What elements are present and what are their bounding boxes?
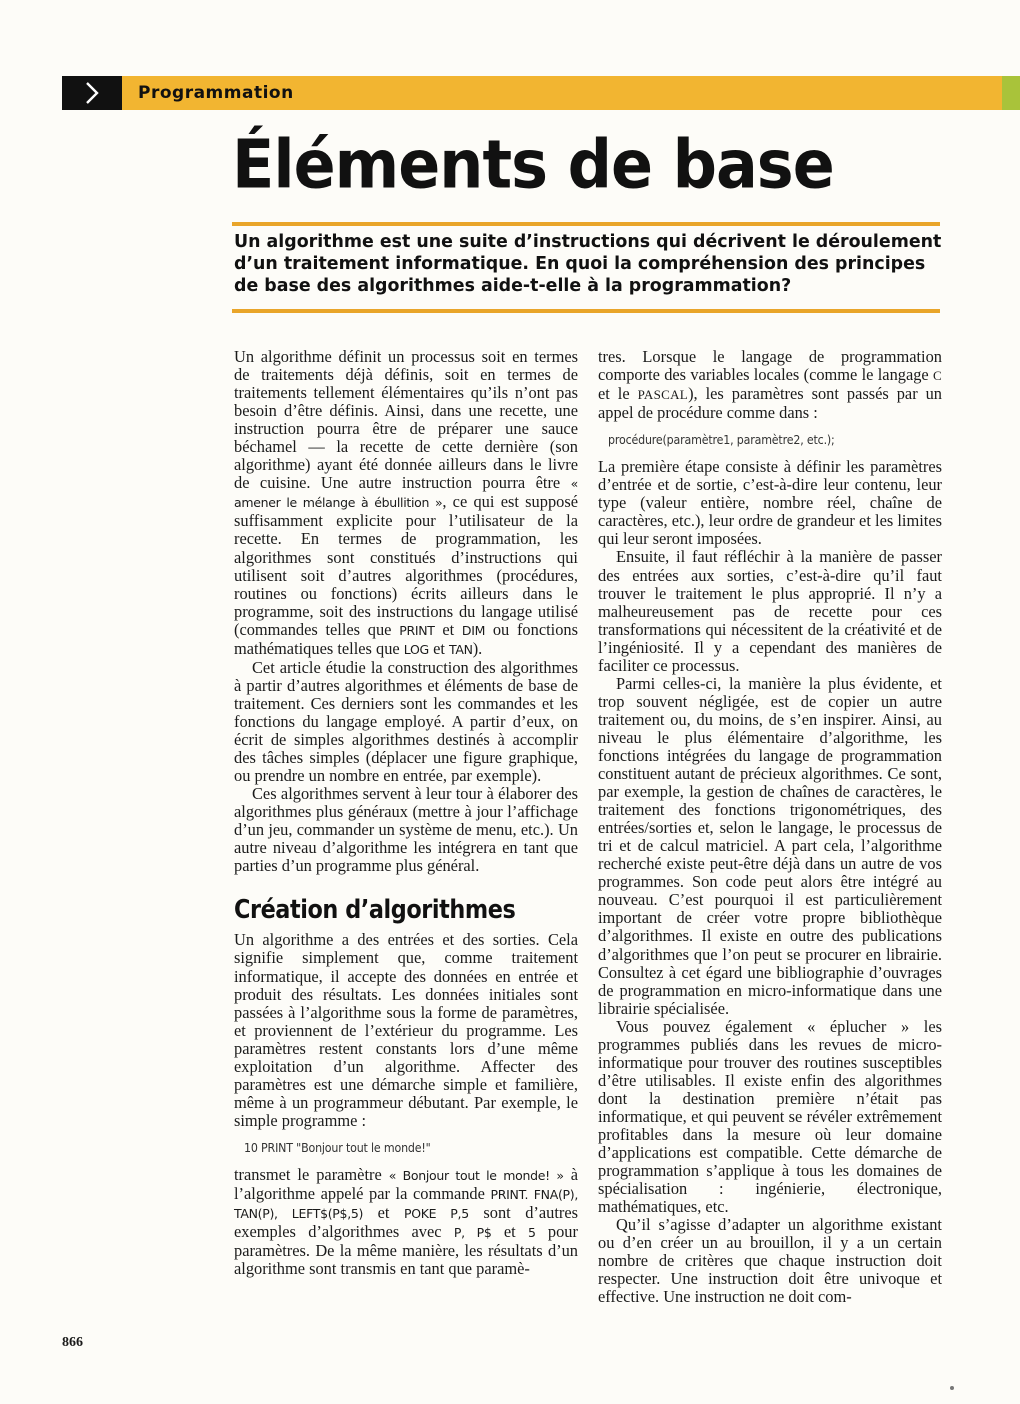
title-rule-bottom	[232, 309, 940, 313]
section-label: Programmation	[138, 83, 294, 103]
article-title: Éléments de base	[232, 124, 834, 204]
paragraph: Cet article étudie la construction des algorithmes à partir d’autres algorithmes et éléments de base de traitement. Ces derniers sont les commandes et les fonctions du langage employé. A partir d’eux, on écrit de simples algorithmes destinés à accomplir des tâches simples (déplacer une figure graphique, ou prendre un nombre en entrée, par exemple).	[234, 657, 578, 786]
paragraph: La première étape consiste à définir les paramètres d’entrée et de sortie, c’est-à-dire leur contenu, leur type (valeur entière, nombre réel, chaîne de caractères, etc.), leur ordre de grandeur et les limites qui leur seront imposées.	[598, 457, 942, 549]
section-color-tab	[1002, 76, 1020, 110]
section-subheading: Création d’algorithmes	[234, 895, 516, 926]
paragraph: tres. Lorsque le langage de programmation comporte des variables locales (comme le langage C et le PASCAL), les paramètres sont passés par un appel de procédure comme dans :	[598, 347, 942, 423]
code-sample: procédure(paramètre1, paramètre2, etc.);	[608, 433, 835, 448]
page-mark	[950, 1386, 954, 1390]
page-number: 866	[62, 1335, 83, 1350]
code-sample: 10 PRINT "Bonjour tout le monde!"	[244, 1140, 431, 1155]
paragraph: Ces algorithmes servent à leur tour à élaborer des algorithmes plus généraux (mettre à jour l’affichage d’un jeu, commander un système de menu, etc.). Un autre niveau d’algorithme les intégrera en tant que parties d’un programme plus général.	[234, 784, 578, 876]
paragraph: Un algorithme a des entrées et des sorties. Cela signifie simplement que, comme traitement informatique, il accepte des données en entrée et produit des résultats. Les données initiales sont passées à l’algorithme sous la forme de paramètres, et proviennent de l’extérieur du programme. Les paramètres restent constants lors d’une même exploitation d’un algorithme. Affecter des paramètres est une démarche simple et familière, même à un programmeur débutant. Par exemple, le simple programme :	[234, 930, 578, 1130]
paragraph: Ensuite, il faut réfléchir à la manière de passer des entrées aux sorties, c’est-à-dire qu’il faut trouver le traitement le plus approprié. Il n’y a malheureusement pas de recette pour ces transformations qui nécessitent de la créativité et de l’ingéniosité. Il y a cependant des manières de faciliter ce processus.	[598, 547, 942, 675]
paragraph: Un algorithme définit un processus soit en termes de traitements déjà définis, soit en termes de traitements tellement élémentaires qu’ils n’ont pas besoin d’être définis. Ainsi, dans une recette, une instruction pourra être de préparer une sauce béchamel — la recette de cette dernière (son algorithme) ayant été donnée ailleurs dans le livre de cuisine. Une autre instruction pourra être « amener le mélange à ébullition », ce qui est supposé suffisamment explicite pour l’utilisateur de la recette. En termes de programmation, les algorithmes sont constitués d’instructions qui utilisent soit d’autres algorithmes (procédures, routines ou fonctions) écrits ailleurs dans le programme, soit des instructions du langage utilisé (commandes telles que PRINT et DIM ou fonctions mathématiques telles que LOG et TAN).	[234, 347, 578, 658]
paragraph: Qu’il s’agisse d’adapter un algorithme existant ou d’en créer un au brouillon, il y a un certain nombre de critères que chaque instruction doit respecter. Une instruction doit être univoque et effective. Une instruction ne doit com-	[598, 1215, 942, 1307]
left-column	[234, 348, 578, 1278]
paragraph: Vous pouvez également « éplucher » les programmes publiés dans les revues de micro-informatique pour trouver des routines susceptibles d’être utilisables. Il existe enfin des algorithmes dont la destination première n’était pas informatique, et qui peuvent se révéler extrêmement profitables dans la mesure où leur domaine d’applications est compatible. Cette démarche de programmation s’applique à tous les domaines de spécialisation : ingénierie, électronique, mathématiques, etc.	[598, 1016, 942, 1217]
right-column	[598, 348, 942, 1306]
paragraph: Parmi celles-ci, la manière la plus évidente, et trop souvent négligée, est de copier un autre traitement ou, du moins, de s’en inspirer. Ainsi, au niveau le plus élémentaire d’algorithme, les fonctions intégrées du langage de programmation constituent autant de précieux algorithmes. Ce sont, par exemple, la gestion de chaînes de caractères, le traitement des fonctions trigonométriques, des entrées/sorties et, selon le langage, le processus de tri et de calcul matriciel. A part cela, l’algorithme recherché existe peut-être déjà dans un autre de vos programmes. Son code peut alors être intégré au nouveau. C’est pourquoi il est particulièrement important de créer votre propre bibliothèque d’algorithmes. Il existe en outre des publications d’algorithmes que l’on peut se procurer en librairie. Consultez à cet égard une bibliographie d’ouvrages de programmation en micro-informatique dans une librairie spécialisée.	[598, 673, 942, 1018]
title-rule-top	[232, 222, 940, 226]
chevron-right-icon	[81, 80, 103, 106]
section-marker	[62, 76, 122, 110]
article-lead: Un algorithme est une suite d’instructions qui décrivent le déroulement d’un traitement informatique. En quoi la compréhension des principes de base des algorithmes aide-t-elle à la programmation?	[234, 232, 942, 296]
paragraph: transmet le paramètre « Bonjour tout le monde! » à l’algorithme appelé par la commande PRINT. FNA(P), TAN(P), LEFT$(P$,5) et POKE P,5 sont d’autres exemples d’algorithmes avec P, P$ et 5 pour paramètres. De la même manière, les résultats d’un algorithme sont transmis en tant que paramè-	[234, 1164, 579, 1279]
inline-code: « amener le mélange à ébullition »	[234, 476, 578, 511]
section-header-band	[62, 76, 1020, 110]
